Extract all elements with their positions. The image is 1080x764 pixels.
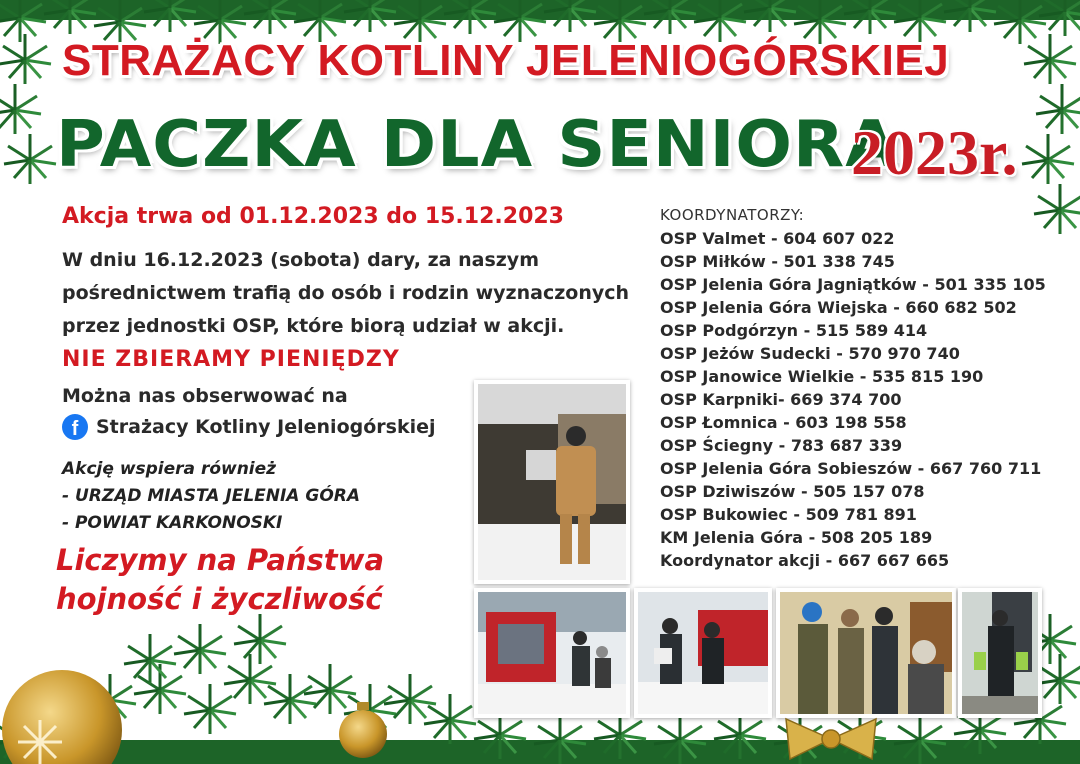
coordinator-item: Koordynator akcji - 667 667 665 bbox=[660, 551, 950, 570]
facebook-icon: f bbox=[62, 414, 88, 440]
coordinator-item: OSP Janowice Wielkie - 535 815 190 bbox=[660, 367, 984, 386]
coordinator-item: OSP Miłków - 501 338 745 bbox=[660, 252, 895, 271]
photo-firefighter-at-door bbox=[958, 588, 1042, 718]
closing-message bbox=[56, 541, 384, 619]
christmas-bauble-icon bbox=[333, 700, 393, 760]
coordinator-item: OSP Valmet - 604 607 022 bbox=[660, 229, 895, 248]
facebook-page-name: Strażacy Kotliny Jeleniogórskiej bbox=[96, 416, 436, 438]
gold-bow-icon bbox=[776, 714, 886, 764]
coordinators-list bbox=[660, 227, 1046, 572]
supporter-item: - POWIAT KARKONOSKI bbox=[62, 513, 283, 533]
christmas-bauble-icon bbox=[0, 660, 140, 764]
campaign-title: PACZKA DLA SENIORA bbox=[56, 108, 898, 182]
supporters-title: Akcję wspiera również bbox=[62, 459, 277, 479]
coordinator-item: OSP Jelenia Góra Wiejska - 660 682 502 bbox=[660, 298, 1017, 317]
campaign-dates: Akcja trwa od 01.12.2023 do 15.12.2023 bbox=[62, 204, 564, 229]
coordinator-item: OSP Karpniki- 669 374 700 bbox=[660, 390, 902, 409]
photo-fire-truck bbox=[474, 588, 630, 718]
no-money-notice: NIE ZBIERAMY PIENIĘDZY bbox=[62, 347, 400, 372]
description-paragraph bbox=[62, 244, 632, 343]
supporters-block bbox=[62, 456, 360, 537]
coordinator-item: OSP Podgórzyn - 515 589 414 bbox=[660, 321, 928, 340]
coordinator-item: KM Jelenia Góra - 508 205 189 bbox=[660, 528, 933, 547]
coordinator-item: OSP Jeżów Sudecki - 570 970 740 bbox=[660, 344, 960, 363]
photo-firefighters-visiting-senior bbox=[776, 588, 956, 718]
coordinator-item: OSP Dziwiszów - 505 157 078 bbox=[660, 482, 925, 501]
organization-title: STRAŻACY KOTLINY JELENIOGÓRSKIEJ bbox=[62, 36, 950, 85]
photo-firefighters-with-packages bbox=[634, 588, 772, 718]
closing-line: Liczymy na Państwa bbox=[56, 543, 385, 577]
supporter-item: - URZĄD MIASTA JELENIA GÓRA bbox=[62, 486, 361, 506]
follow-label: Można nas obserwować na bbox=[62, 385, 348, 407]
coordinator-item: OSP Bukowiec - 509 781 891 bbox=[660, 505, 917, 524]
coordinator-item: OSP Ściegny - 783 687 339 bbox=[660, 436, 903, 455]
facebook-link[interactable] bbox=[62, 414, 436, 440]
closing-line: hojność i życzliwość bbox=[56, 582, 383, 616]
coordinator-item: OSP Jelenia Góra Jagniątków - 501 335 105 bbox=[660, 275, 1046, 294]
description-line: W dniu 16.12.2023 (sobota) dary, za naszym bbox=[62, 249, 539, 271]
description-line: pośrednictwem trafią do osób i rodzin wyznaczonych bbox=[62, 282, 630, 304]
coordinators-title: KOORDYNATORZY: bbox=[660, 206, 805, 224]
description-line: przez jednostki OSP, które biorą udział w akcji. bbox=[62, 315, 565, 337]
campaign-year: 2023r. bbox=[851, 117, 1018, 188]
coordinator-item: OSP Łomnica - 603 198 558 bbox=[660, 413, 907, 432]
coordinator-item: OSP Jelenia Góra Sobieszów - 667 760 711 bbox=[660, 459, 1042, 478]
photo-firefighter-carrying-package bbox=[474, 380, 630, 584]
